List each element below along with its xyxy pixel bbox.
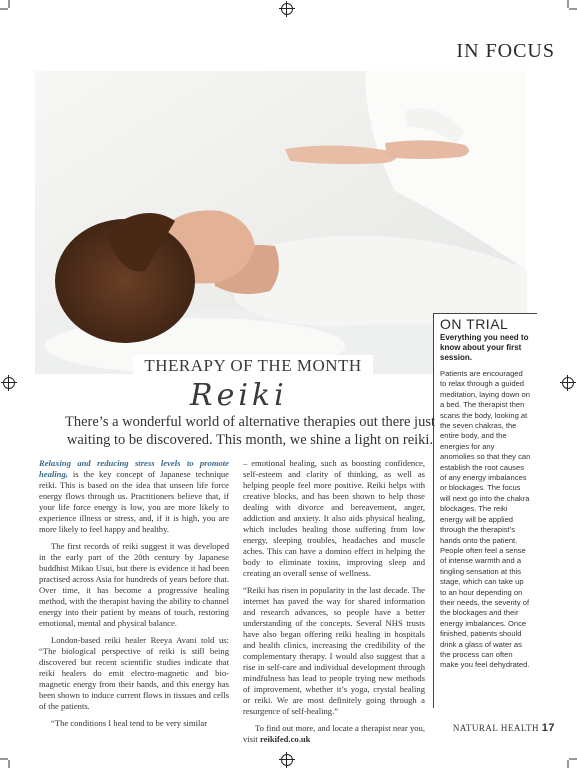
article-paragraph: London-based reiki healer Reeya Avani told us: “The biological perspective of reiki is still being discovered but recent scientific studies indicate that reiki healers do emit electro-magnetic and bio-magnetic energy from their hands, and this energy has been shown to induce current flows in tissues and cells of the patients.	[39, 635, 229, 711]
article-paragraph: “Reiki has risen in popularity in the last decade. The internet has paved the way for shared information and research advances, so people have a better understanding of the concepts. Several NHS trusts have also began offering reiki healing in hospitals and health clinics, increasing the credibility of the complementary therapy. I would also suggest that a rise in self-care and individual development through mindfulness has lead to people trying new methods of improvement, whether it’s yoga, crystal healing or reiki. We are most definitely going through a resurgence of self-healing.”	[243, 585, 425, 716]
magazine-name: NATURAL HEALTH	[452, 723, 539, 733]
crop-mark-top-right	[563, 0, 577, 14]
feature-headline: Reiki	[190, 378, 288, 413]
sidebar-on-trial	[433, 313, 537, 708]
article-column-2	[243, 458, 425, 751]
article-paragraph: To find out more, and locate a therapist near you, visit	[243, 723, 425, 744]
feature-standfirst: There’s a wonderful world of alternative therapies out there just waiting to be discovered. This month, we shine a light on reiki.	[64, 414, 436, 448]
feature-kicker: THERAPY OF THE MONTH	[133, 355, 373, 377]
sidebar-subtitle: Everything you need to know about your first session.	[440, 333, 529, 362]
sidebar-body: Patients are encouraged to relax through a guided meditation, laying down on a bed. The therapist then scans the body, looking at the seven chakras, the entire body, and the energies for any anomolies so that they can establish the root causes of any energy imbalances or blockages. The focus will next go into the chakra blockages. The reiki energy will be applied through the therapist’s hands onto the patient. People often feel a sense of intense warmth and a tingling sensation at this stage, which can take up to an hour depending on their needs, the severity of the blockages and their energy imbalances. Once finished, patients should drink a glass of water as the process can often make you feel dehydrated.	[440, 369, 531, 670]
crop-mark-bottom-left	[0, 754, 14, 768]
crop-mark-bottom-right	[563, 754, 577, 768]
article-lead: Relaxing and reducing stress levels to promote healing,	[39, 458, 229, 479]
article-paragraph: is the key concept of Japanese technique reiki. This is based on the idea that unseen life force energy flows through us. Practitioners believe that, if your life force energy is low, you are more likely to experience illness or stress, and, if it is high, you are more likely to feel happy and healthy.	[39, 469, 229, 534]
section-title: IN FOCUS	[456, 40, 555, 62]
sidebar-title: ON TRIAL	[440, 316, 509, 332]
registration-mark-left	[3, 377, 15, 389]
registration-mark-top	[281, 3, 293, 15]
crop-mark-top-left	[0, 0, 14, 14]
article-column-1	[39, 458, 229, 735]
registration-mark-bottom	[281, 754, 293, 766]
article-paragraph: The first records of reiki suggest it was developed in the early part of the 20th century by Japanese buddhist Mikao Usui, but there is evidence it had been practised across Asia for hundreds of years before that. Over time, it has become a progressive healing method, with the therapist having the ability to channel energy into their patient by means of touch, restoring emotional, mental and physical balance.	[39, 541, 229, 628]
article-paragraph: – emotional healing, such as boosting confidence, self-esteem and clarity of thinking, as well as helping people feel more positive. Reiki helps with creative blocks, and has been shown to help those dealing with divorce and bereavement, anger, addiction and anxiety. It also aids physical healing, which includes healing those suffering from low energy, sleeping troubles, headaches and muscle aches. This can have a domino effect in helping the body to eliminate toxins, improving sleep and creating an overall sense of wellness.	[243, 458, 425, 578]
article-paragraph: “The conditions I heal tend to be very similar	[51, 718, 208, 728]
registration-mark-right	[562, 377, 574, 389]
page-number: 17	[541, 722, 555, 734]
website-link[interactable]: reikifed.co.uk	[259, 734, 311, 744]
page-folio	[453, 722, 555, 734]
